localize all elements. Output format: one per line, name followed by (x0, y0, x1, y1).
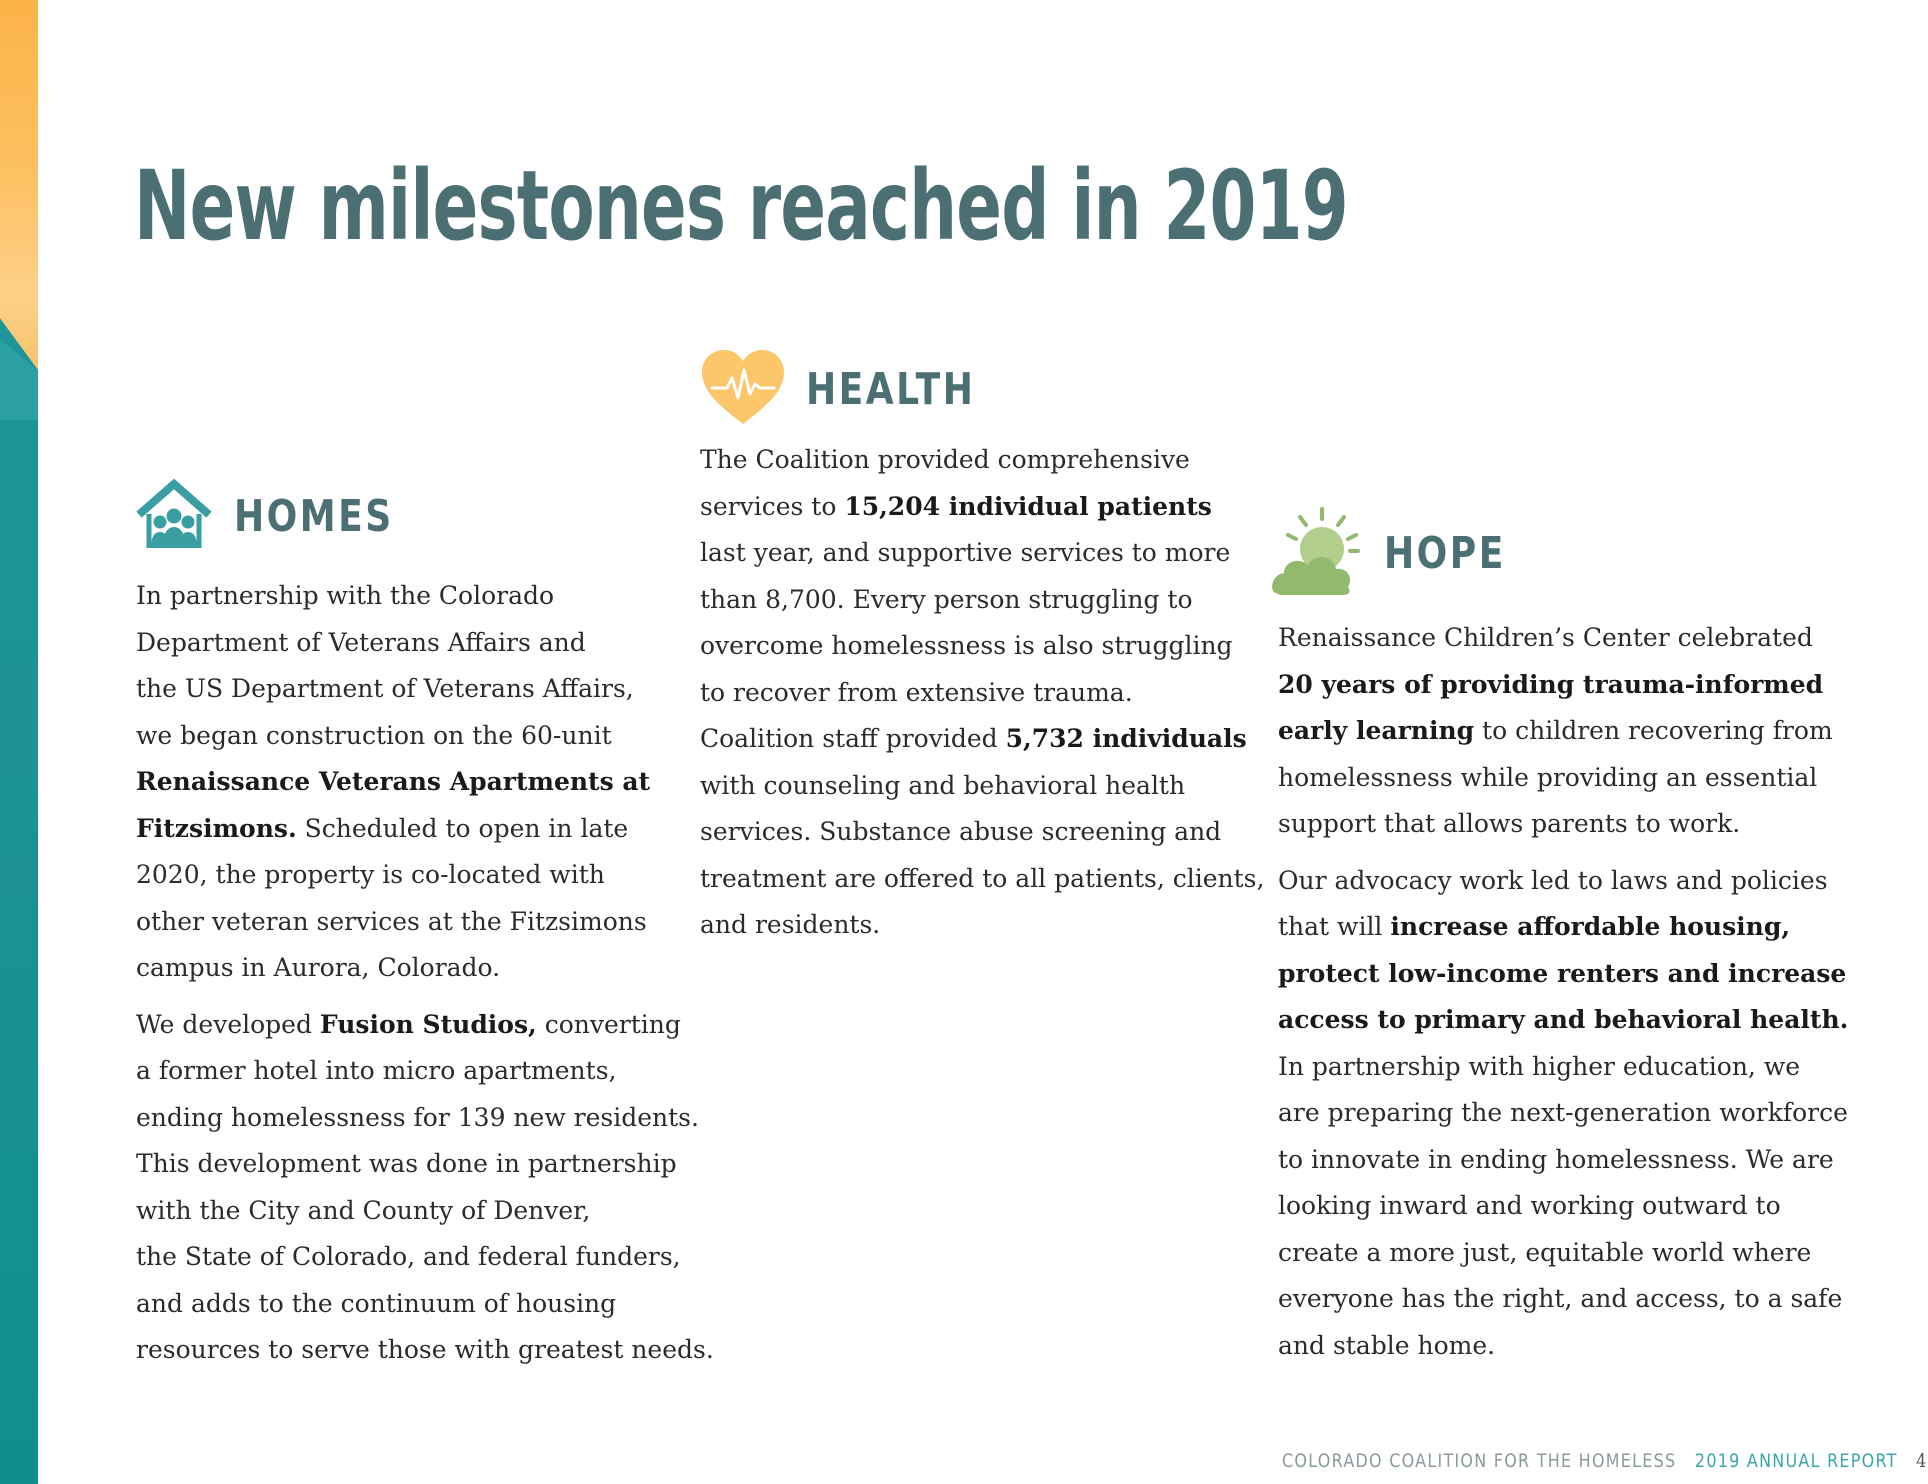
homes-body (136, 573, 714, 1374)
text-line: than 8,700. Every person struggling to (700, 584, 1193, 614)
text-line: ending homelessness for 139 new residents. (136, 1102, 699, 1132)
text-line: we began construction on the 60-unit (136, 720, 612, 750)
section-hope (1270, 505, 1849, 1360)
text-line: the State of Colorado, and federal funders, (136, 1242, 681, 1271)
text-line: services. Substance abuse screening and (700, 817, 1222, 846)
section-homes (134, 478, 714, 1364)
bold-text: Renaissance Veterans Apartments at (136, 767, 651, 796)
text-line: Department of Veterans Affairs and (136, 627, 586, 657)
house-with-people-icon (134, 478, 214, 554)
bold-text: access to primary and behavioral health. (1278, 1005, 1849, 1034)
homes-header (134, 478, 429, 554)
sun-behind-cloud-icon (1270, 505, 1366, 601)
page-number: 4 (1916, 1450, 1928, 1472)
bold-text: 5,732 individuals (1005, 724, 1247, 753)
text-line: last year, and supportive services to more (700, 538, 1231, 567)
hope-body (1278, 615, 1848, 1369)
text-line: other veteran services at the Fitzsimons (136, 906, 647, 936)
text-line: and stable home. (1278, 1330, 1496, 1360)
bold-text: protect low-income renters and increase (1278, 958, 1847, 988)
page-footer (1282, 1450, 1928, 1472)
bold-text: early learning (1278, 716, 1475, 745)
text-line: services to (700, 491, 845, 521)
bold-text: increase affordable housing, (1390, 912, 1791, 941)
text-line: resources to serve those with greatest needs. (136, 1335, 714, 1364)
side-color-bar-top (0, 0, 38, 370)
text-line: overcome homelessness is also struggling (700, 631, 1233, 660)
text-line: with the City and County of Denver, (136, 1195, 591, 1225)
text-line: that will (1278, 912, 1391, 941)
text-line: everyone has the right, and access, to a safe (1278, 1284, 1843, 1313)
homes-paragraph-1 (136, 573, 714, 992)
text-line: 2020, the property is co-located with (136, 860, 605, 889)
text-line: are preparing the next-generation workforce (1278, 1098, 1848, 1127)
text-line: support that allows parents to work. (1278, 809, 1741, 838)
text-line: Renaissance Children’s Center celebrated (1278, 623, 1813, 652)
health-body (700, 437, 1264, 949)
heart-heartbeat-icon (700, 348, 786, 430)
text-line: converting (536, 1009, 681, 1039)
health-header (700, 348, 1013, 430)
hope-heading: HOPE (1384, 527, 1506, 579)
text-line: and residents. (700, 910, 881, 939)
text-line: In partnership with the Colorado (136, 581, 555, 610)
text-line: In partnership with higher education, we (1278, 1051, 1801, 1081)
text-line: homelessness while providing an essential (1278, 762, 1818, 792)
text-line: The Coalition provided comprehensive (700, 445, 1190, 474)
bold-text: Fitzsimons. (136, 813, 297, 843)
hope-paragraph-2 (1278, 858, 1848, 1370)
text-line: This development was done in partnership (136, 1149, 677, 1178)
text-line: treatment are offered to all patients, clients, (700, 863, 1265, 893)
text-line: Scheduled to open in late (296, 813, 629, 843)
page-title: New milestones reached in 2019 (134, 150, 1348, 262)
text-line: and adds to the continuum of housing (136, 1288, 617, 1318)
hope-paragraph-1 (1278, 615, 1848, 848)
text-line: looking inward and working outward to (1278, 1191, 1781, 1220)
text-line: create a more just, equitable world where (1278, 1237, 1812, 1267)
hope-header (1270, 505, 1533, 601)
bold-text: 20 years of providing trauma-informed (1278, 669, 1824, 699)
text-line: to children recovering from (1474, 716, 1833, 745)
text-line: a former hotel into micro apartments, (136, 1056, 617, 1085)
homes-heading: HOMES (234, 490, 394, 542)
footer-report-title: 2019 ANNUAL REPORT (1694, 1450, 1898, 1472)
footer-organization: COLORADO COALITION FOR THE HOMELESS (1282, 1450, 1677, 1472)
text-line: Coalition staff provided (700, 724, 1006, 753)
health-heading: HEALTH (806, 363, 976, 415)
text-line: campus in Aurora, Colorado. (136, 953, 501, 982)
bold-text: 15,204 individual patients (844, 491, 1212, 521)
text-line: We developed (136, 1009, 320, 1039)
text-line: to innovate in ending homelessness. We are (1278, 1144, 1834, 1174)
bold-text: Fusion Studios, (319, 1009, 537, 1039)
homes-paragraph-2 (136, 1002, 714, 1374)
health-paragraph-1 (700, 437, 1264, 949)
text-line: with counseling and behavioral health (700, 770, 1186, 800)
text-line: Our advocacy work led to laws and policies (1278, 865, 1828, 895)
section-health (700, 348, 1265, 939)
text-line: to recover from extensive trauma. (700, 677, 1133, 707)
text-line: the US Department of Veterans Affairs, (136, 674, 634, 703)
